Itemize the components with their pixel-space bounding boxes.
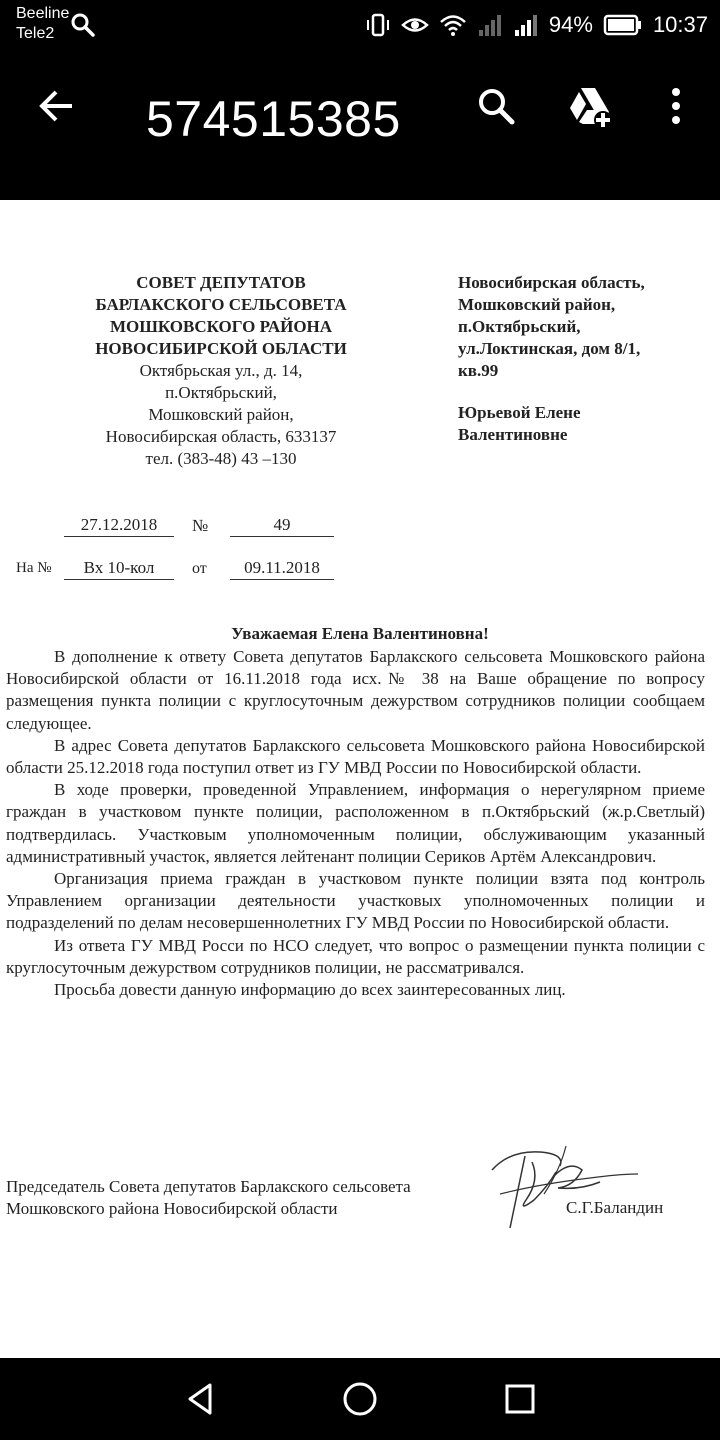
- reference-number: Вх 10-кол: [64, 557, 174, 580]
- status-bar: [0, 0, 720, 50]
- navigation-bar: [0, 1358, 720, 1440]
- reference-label: На №: [16, 560, 52, 576]
- org-address-line-2: п.Октябрьский,: [165, 383, 277, 402]
- recipient-block: [458, 272, 708, 446]
- back-button[interactable]: [30, 80, 82, 132]
- recipient-name: Юрьевой Елене Валентиновне: [458, 403, 581, 444]
- more-options-button[interactable]: [654, 80, 698, 132]
- letter-body: [6, 646, 705, 1001]
- recipient-address: Новосибирская область, Мошковский район, п.Октябрьский, ул.Локтинская, дом 8/1, кв.99: [458, 273, 645, 380]
- signatory-title: [6, 1176, 486, 1220]
- file-title: 574515385: [146, 91, 401, 147]
- paragraph-6: Просьба довести данную информацию до всех заинтересованных лиц.: [54, 980, 566, 1000]
- eye-icon: [401, 12, 429, 38]
- paragraph-3: В ходе проверки, проведенной Управлением, информация о нерегулярном приеме граждан в участковом пункте полиции, расположенном в п.Октябрьский (ж.р.Светлый) подтвердилась. Участковым уполномоченным полиции, обслуживающим указанный административный участок, является лейтенант полиции Сериков Артём Александрович.: [6, 780, 705, 866]
- carrier-names: [16, 4, 69, 44]
- handwritten-signature: [470, 1130, 650, 1240]
- org-address-line-1: Октябрьская ул., д. 14,: [139, 361, 303, 380]
- drive-add-icon: [567, 86, 613, 130]
- more-vert-icon: [670, 86, 682, 126]
- number-label: №: [192, 516, 209, 535]
- paragraph-5: Из ответа ГУ МВД Росси по НСО следует, что вопрос о размещении пункта полиции с круглосуточным дежурством сотрудников полиции, не рассматривался.: [6, 935, 705, 977]
- signatory-title-line-1: Председатель Совета депутатов Барлакского сельсовета: [6, 1177, 411, 1196]
- org-name-line-2: БАРЛАКСКОГО СЕЛЬСОВЕТА: [95, 295, 347, 314]
- signatory-title-line-2: Мошковского района Новосибирской области: [6, 1199, 338, 1218]
- paragraph-4: Организация приема граждан в участковом пункте полиции взята под контроль Управлением организации деятельности участковых уполномоченных полиции и подразделений по делам несовершеннолетних ГУ МВД России по Новосибирской области.: [6, 869, 705, 933]
- app-bar: [0, 50, 720, 200]
- battery-icon: [603, 13, 643, 37]
- sender-block: [40, 272, 402, 470]
- nav-recents-button[interactable]: [495, 1374, 545, 1424]
- nav-back-button[interactable]: [175, 1374, 225, 1424]
- org-name-line-4: НОВОСИБИРСКОЙ ОБЛАСТИ: [95, 339, 347, 358]
- paragraph-1: В дополнение к ответу Совета депутатов Барлакского сельсовета Мошковского района Новосибирской области от 16.11.2018 года исх.№ 38 на Ваше обращение по вопросу размещения пункта полиции с круглосуточным дежурством сотрудников полиции сообщаем следующее.: [6, 647, 705, 733]
- search-icon: [476, 86, 516, 126]
- nav-home-button[interactable]: [335, 1374, 385, 1424]
- status-indicators: [365, 8, 708, 42]
- outgoing-number: 49: [230, 514, 334, 537]
- status-search-icon: [70, 12, 96, 38]
- outgoing-date: 27.12.2018: [64, 514, 174, 537]
- from-label: от: [192, 560, 207, 577]
- reference-date: 09.11.2018: [230, 557, 334, 580]
- org-name-line-3: МОШКОВСКОГО РАЙОНА: [109, 317, 333, 336]
- salutation: Уважаемая Елена Валентиновна!: [231, 624, 489, 643]
- search-button[interactable]: [470, 80, 522, 132]
- back-arrow-icon: [36, 86, 76, 126]
- carrier-2: Tele2: [16, 25, 55, 42]
- signal-icon-2: [513, 12, 539, 38]
- document-page[interactable]: [0, 200, 720, 1358]
- wifi-icon: [439, 12, 467, 38]
- org-phone: тел. (383-48) 43 –130: [145, 449, 297, 468]
- vibrate-icon: [365, 12, 391, 38]
- paragraph-2: В адрес Совета депутатов Барлакского сельсовета Мошковского района Новосибирской области 25.12.2018 года поступил ответ из ГУ МВД России по Новосибирской области.: [6, 735, 705, 778]
- add-to-drive-button[interactable]: [562, 80, 618, 136]
- signal-icon-1: [477, 12, 503, 38]
- recents-square-icon: [503, 1382, 537, 1416]
- carrier-1: Beeline: [16, 5, 70, 22]
- battery-percent: 94%: [548, 12, 593, 37]
- org-address-line-4: Новосибирская область, 633137: [105, 427, 337, 446]
- signer-name: С.Г.Баландин: [566, 1198, 664, 1217]
- clock: 10:37: [652, 12, 708, 37]
- back-triangle-icon: [182, 1381, 218, 1417]
- org-address-line-3: Мошковский район,: [148, 405, 294, 424]
- home-circle-icon: [341, 1380, 379, 1418]
- org-name-line-1: СОВЕТ ДЕПУТАТОВ: [136, 273, 306, 292]
